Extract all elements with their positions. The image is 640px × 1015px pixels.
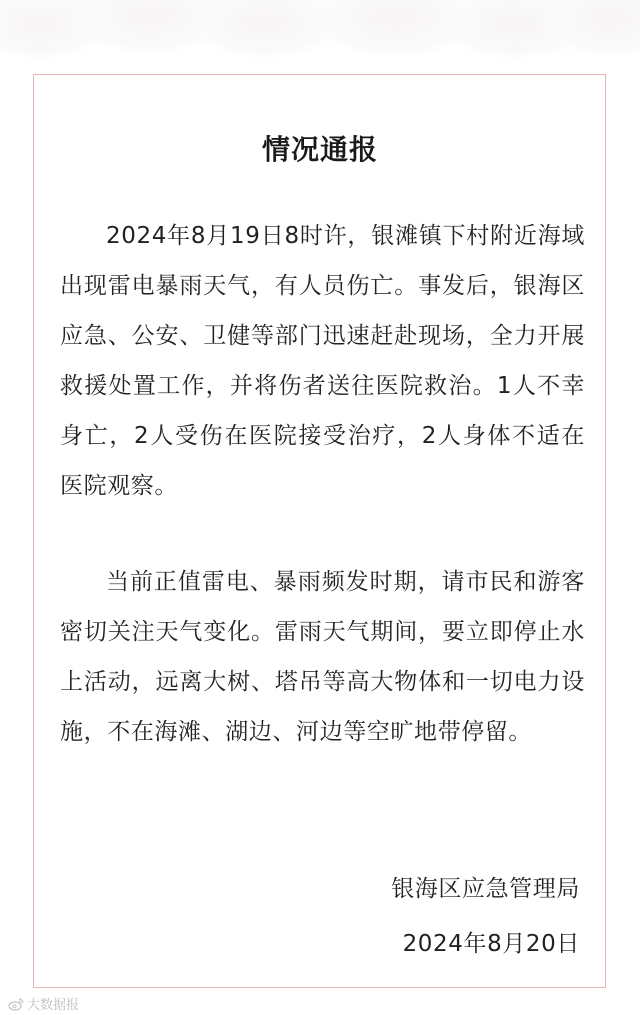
weibo-logo-icon <box>8 997 24 1011</box>
paragraph-advisory: 当前正值雷电、暴雨频发时期，请市民和游客密切关注天气变化。雷雨天气期间，要立即停止水上活动，远离大树、塔吊等高大物体和一切电力设施，不在海滩、湖边、河边等空旷地带停留。 <box>60 569 585 745</box>
paragraph-incident: 2024年8月19日8时许，银滩镇下村附近海域出现雷电暴雨天气，有人员伤亡。事发后，银海区应急、公安、卫健等部门迅速赶赴现场，全力开展救援处置工作，并将伤者送往医院救治。1人不幸身亡，2人受伤在医院接受治疗，2人身体不适在医院观察。 <box>60 223 585 499</box>
signature-organization: 银海区应急管理局 <box>391 876 580 902</box>
page-title: 情况通报 <box>261 133 378 166</box>
watermark-text: 大数据报 <box>27 998 80 1013</box>
decorative-cloud-border <box>0 0 640 75</box>
signature-date: 2024年8月20日 <box>402 931 580 957</box>
watermark <box>8 994 79 1013</box>
